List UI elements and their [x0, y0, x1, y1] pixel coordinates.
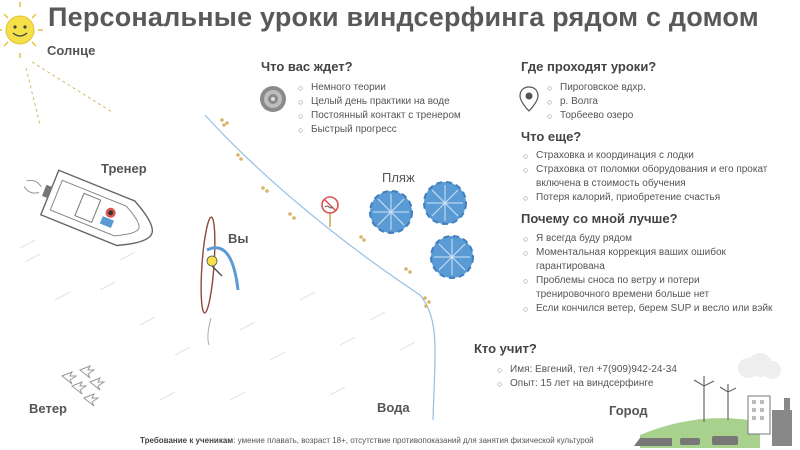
footer-note	[140, 436, 594, 445]
wind-label: Ветер	[29, 401, 67, 416]
list-item: ○ Я всегда буду рядом	[523, 232, 775, 246]
shoreline	[205, 115, 435, 420]
beach-label: Пляж	[382, 170, 415, 185]
sun-icon	[0, 2, 43, 58]
target-icon	[259, 85, 287, 118]
footer-text: : умение плавать, возраст 18+, отсутствие противопоказаний для занятия физической культурой	[233, 436, 594, 445]
no-swimming-sign-icon	[322, 197, 338, 227]
page-title: Персональные уроки виндсерфинга рядом с домом	[48, 2, 759, 32]
umbrella-icon	[424, 182, 466, 224]
what-awaits-list	[298, 81, 461, 137]
why-me-heading: Почему со мной лучше?	[521, 211, 678, 226]
footer-bold: Требование к ученикам	[140, 436, 234, 445]
where-heading: Где проходят уроки?	[521, 59, 657, 74]
coach-label: Тренер	[101, 161, 147, 176]
who-list	[497, 363, 677, 391]
list-item: ○ Пироговское вдхр.	[547, 81, 646, 95]
list-item: ○ Немного теории	[298, 81, 461, 95]
list-item: ○ Страховка от поломки оборудования и его прокат включена в стоимость обучения	[523, 163, 783, 191]
umbrella-icon	[431, 236, 473, 278]
what-awaits-heading: Что вас ждет?	[261, 59, 353, 74]
water-label: Вода	[377, 400, 410, 415]
sun-label: Солнце	[47, 43, 96, 58]
where-list	[547, 81, 646, 123]
why-me-list	[523, 232, 775, 316]
list-item: ○ Опыт: 15 лет на виндсерфинге	[497, 377, 677, 391]
location-pin-icon	[518, 86, 540, 117]
list-item: ○ Проблемы сноса по ветру и потери тренировочного времени больше нет	[523, 274, 775, 302]
list-item: ○ Быстрый прогресс	[298, 123, 461, 137]
you-label: Вы	[228, 231, 249, 246]
city-label: Город	[609, 403, 648, 418]
list-item: ○ Моментальная коррекция ваших ошибок гарантирована	[523, 246, 775, 274]
list-item: ○ Постоянный контакт с тренером	[298, 109, 461, 123]
list-item: ○ Если кончился ветер, берем SUP и весло или вэйк	[523, 302, 775, 316]
list-item: ○ Целый день практики на воде	[298, 95, 461, 109]
umbrella-icon	[370, 191, 412, 233]
list-item: ○ Страховка и координация с лодки	[523, 149, 783, 163]
what-else-heading: Что еще?	[521, 129, 582, 144]
wind-arrows-icon	[62, 366, 104, 406]
list-item: ○ Торбеево озеро	[547, 109, 646, 123]
list-item: ○ Имя: Евгений, тел +7(909)942-24-34	[497, 363, 677, 377]
what-else-list	[523, 149, 783, 205]
who-heading: Кто учит?	[474, 341, 537, 356]
list-item: ○ Потеря калорий, приобретение счастья	[523, 191, 783, 205]
list-item: ○ р. Волга	[547, 95, 646, 109]
beach-umbrellas	[370, 182, 473, 278]
